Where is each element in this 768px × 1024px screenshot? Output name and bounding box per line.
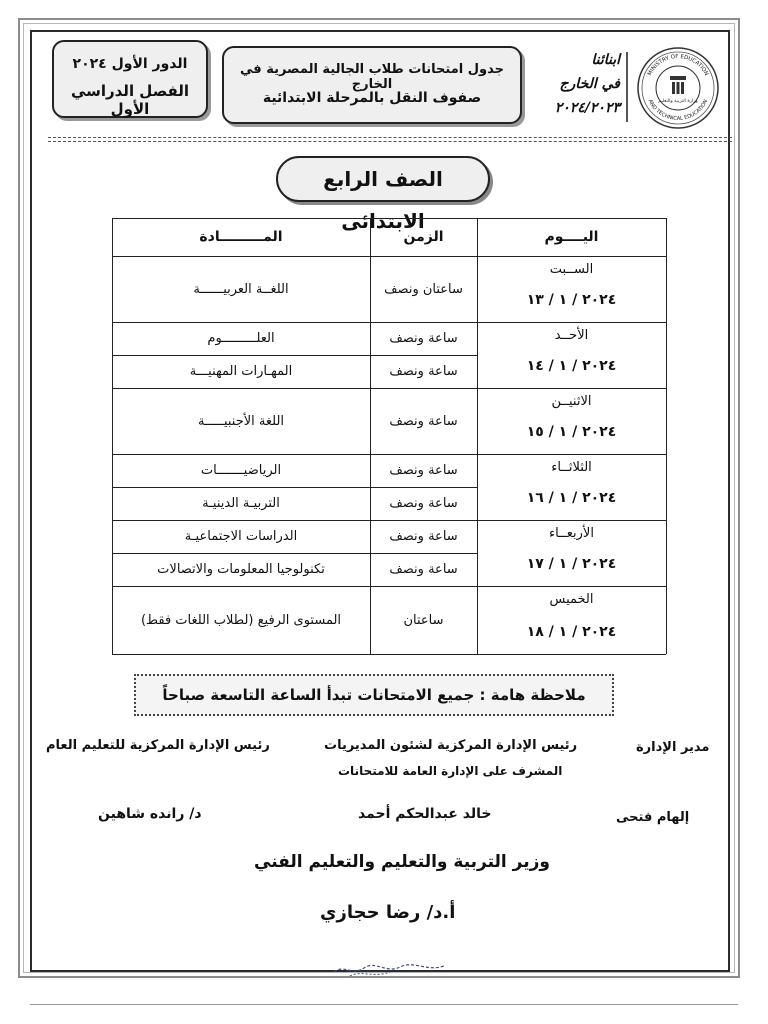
header-subject: المـــــــــادة [199, 229, 283, 245]
central-affairs-name: خالد عبدالحكم أحمد [358, 806, 492, 822]
day-name: الثلاثــاء [551, 460, 592, 475]
grade-title: الصف الرابع الابتدائى [276, 156, 490, 202]
subject-cell: العلـــــــــوم [207, 331, 275, 346]
subject-cell: التربيـة الدينيـة [202, 496, 280, 511]
minister-name: أ.د/ رضا حجازي [320, 902, 456, 923]
duration-cell: ساعة ونصف [389, 413, 458, 429]
subject-cell: الرياضيـــــــات [200, 463, 282, 478]
program-label [536, 48, 620, 124]
duration-cell: ساعة ونصف [389, 331, 458, 346]
schedule-subtitle: صفوف النقل بالمرحلة الابتدائية [262, 90, 482, 106]
ministry-seal-logo [636, 46, 720, 130]
director-name: إلهام فتحى [616, 810, 690, 825]
seal-arabic-text: وزارة التربية والتعليم [658, 99, 698, 104]
seal-text-top: MINISTRY OF EDUCATION [646, 53, 710, 77]
subject-cell: تكنولوجيا المعلومات والاتصالات [157, 562, 325, 577]
bottom-rule [30, 1004, 738, 1005]
header-day: اليــــوم [544, 229, 599, 245]
semester: الفصل الدراسي الأول [70, 82, 190, 118]
day-date: ٢٠٢٤ / ١ / ١٥ [526, 424, 617, 440]
day-date: ٢٠٢٤ / ١ / ١٣ [526, 292, 617, 308]
duration-cell: ساعتان [403, 612, 444, 628]
handwritten-scrawl [330, 958, 450, 980]
duration-cell: ساعة ونصف [389, 529, 458, 544]
general-ed-name: د/ رانده شاهين [98, 806, 202, 822]
seal-text-bottom: AND TECHNICAL EDUCATION [646, 98, 710, 123]
table-border-bottom [112, 654, 666, 655]
header-separator-top [48, 137, 732, 138]
schedule-title: جدول امتحانات طلاب الجالية المصرية في الخارج [240, 62, 504, 92]
minister-title: وزير التربية والتعليم والتعليم الفني [254, 852, 550, 872]
day-name: الســبت [549, 262, 594, 277]
day-date: ٢٠٢٤ / ١ / ١٧ [526, 556, 617, 572]
director-title: مدير الإدارة [636, 740, 710, 755]
duration-cell: ساعة ونصف [389, 496, 458, 511]
academic-year: ٢٠٢٤/٢٠٢٣ [554, 100, 620, 116]
important-note: ملاحظة هامة : جميع الامتحانات تبدأ الساعة التاسعة صباحاً [134, 674, 614, 716]
general-ed-title: رئيس الإدارة المركزية للتعليم العام [46, 738, 270, 753]
program-line-2: في الخارج [559, 76, 620, 92]
subject-cell: المستوى الرفيع (لطلاب اللغات فقط) [140, 612, 342, 628]
exam-schedule-table [112, 218, 666, 658]
schedule-title-box [222, 46, 522, 124]
day-date: ٢٠٢٤ / ١ / ١٤ [526, 358, 617, 374]
subject-cell: المهـارات المهنيـــة [189, 364, 293, 379]
day-name: الأربعــاء [549, 526, 594, 541]
exam-round: الدور الأول ٢٠٢٤ [72, 56, 188, 72]
subject-cell: اللغة الأجنبيـــــة [197, 413, 285, 429]
subject-cell: اللغــة العربيــــــة [193, 281, 289, 297]
day-date: ٢٠٢٤ / ١ / ١٦ [526, 490, 617, 506]
subject-cell: الدراسات الاجتماعيـة [184, 529, 298, 544]
table-border-right [666, 218, 667, 654]
exam-round-box [52, 40, 208, 118]
day-date: ٢٠٢٤ / ١ / ١٨ [526, 624, 617, 640]
header-separator-bottom [48, 141, 732, 142]
day-name: الخميس [549, 592, 594, 607]
header-time: الزمن [403, 229, 444, 245]
duration-cell: ساعة ونصف [389, 364, 458, 379]
duration-cell: ساعتان ونصف [384, 281, 463, 297]
program-line-1: ابنائنا [591, 52, 620, 68]
day-name: الأحــد [554, 328, 589, 343]
day-name: الاثنيــن [551, 394, 592, 409]
header-divider [626, 52, 628, 122]
central-affairs-subtitle: المشرف على الإدارة العامة للامتحانات [338, 764, 563, 778]
duration-cell: ساعة ونصف [389, 463, 458, 478]
central-affairs-title: رئيس الإدارة المركزية لشئون المديريات [324, 738, 578, 753]
duration-cell: ساعة ونصف [389, 562, 458, 577]
